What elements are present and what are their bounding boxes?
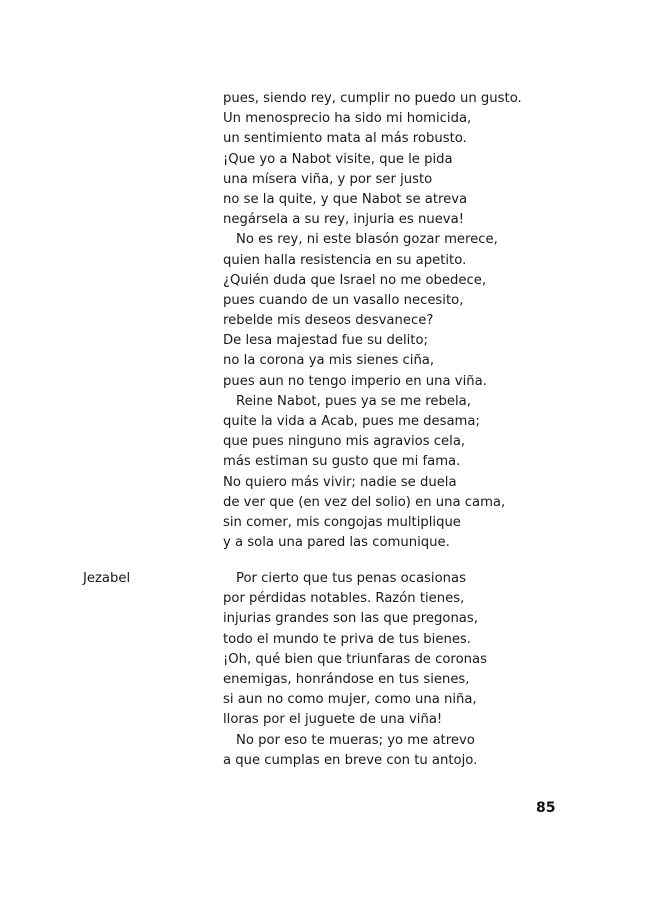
- verse-line: quien halla resistencia en su apetito.: [223, 252, 467, 268]
- verse-line: Reine Nabot, pues ya se me rebela,: [236, 393, 471, 409]
- verse-line: si aun no como mujer, como una niña,: [223, 692, 477, 708]
- verse-line: ¡Que yo a Nabot visite, que le pida: [223, 151, 453, 167]
- verse-line: no la corona ya mis sienes ciña,: [223, 353, 435, 369]
- verse-line: quite la vida a Acab, pues me desama;: [223, 414, 480, 429]
- page-number: 85: [536, 800, 556, 816]
- verse-line: pues, siendo rey, cumplir no puedo un gusto.: [223, 91, 522, 106]
- verse-line: por pérdidas notables. Razón tienes,: [223, 591, 465, 607]
- verse-line: a que cumplas en breve con tu antojo.: [223, 752, 478, 768]
- verse-block-continuation: [223, 89, 603, 553]
- verse-line: No quiero más vivir; nadie se duela: [223, 474, 457, 490]
- verse-line: No es rey, ni este blasón gozar merece,: [236, 232, 498, 248]
- verse-line: una mísera viña, y por ser justo: [223, 171, 433, 187]
- verse-line: enemigas, honrándose en tus sienes,: [223, 671, 470, 687]
- verse-line: un sentimiento mata al más robusto.: [223, 131, 467, 147]
- verse-line: pues cuando de un vasallo necesito,: [223, 292, 464, 308]
- verse-line: ¡Oh, qué bien que triunfaras de coronas: [223, 651, 487, 667]
- verse-line: sin comer, mis congojas multiplique: [223, 514, 461, 530]
- verse-block-jezabel: [223, 569, 603, 771]
- verse-line: lloras por el juguete de una viña!: [223, 712, 443, 728]
- verse-line: negársela a su rey, injuria es nueva!: [223, 212, 464, 228]
- verse-line: que pues ninguno mis agravios cela,: [223, 434, 466, 450]
- verse-line: No por eso te mueras; yo me atrevo: [236, 732, 475, 748]
- verse-line: de ver que (en vez del solio) en una cama,: [223, 494, 506, 510]
- verse-line: ¿Quién duda que Israel no me obedece,: [223, 272, 487, 288]
- verse-line: De lesa majestad fue su delito;: [223, 333, 428, 349]
- verse-line: todo el mundo te priva de tus bienes.: [223, 631, 471, 647]
- verse-line: Un menosprecio ha sido mi homicida,: [223, 111, 472, 127]
- verse-line: rebelde mis deseos desvanece?: [223, 313, 434, 329]
- verse-line: no se la quite, y que Nabot se atreva: [223, 191, 468, 207]
- verse-line: y a sola una pared las comunique.: [223, 535, 450, 551]
- verse-line: injurias grandes son las que pregonas,: [223, 611, 478, 627]
- verse-line: pues aun no tengo imperio en una viña.: [223, 373, 487, 389]
- verse-line: más estiman su gusto que mi fama.: [223, 454, 461, 470]
- speaker-name: Jezabel: [83, 571, 131, 586]
- verse-line: Por cierto que tus penas ocasionas: [236, 571, 466, 586]
